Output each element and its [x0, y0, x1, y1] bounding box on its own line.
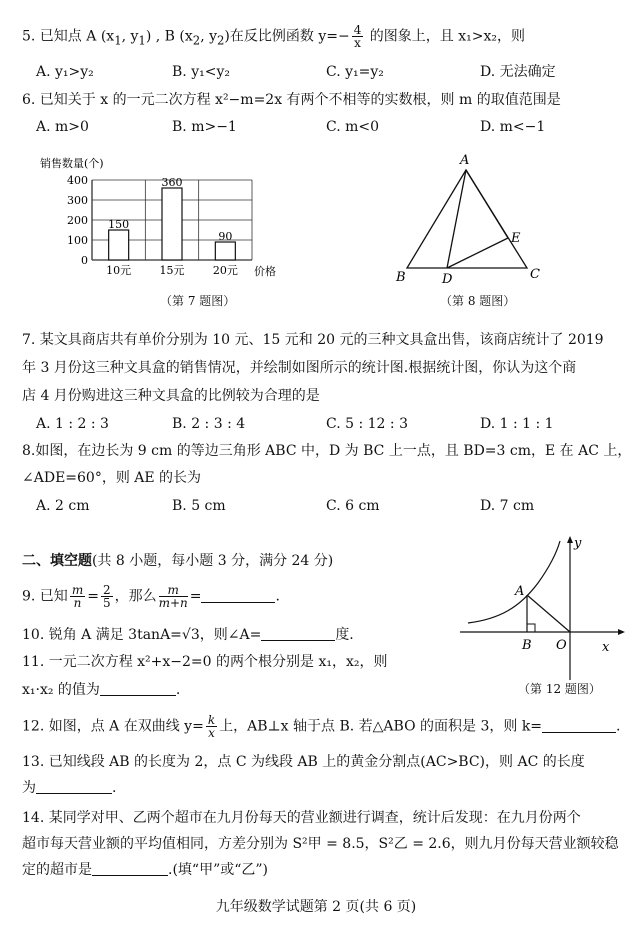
q5-option-d: D. 无法确定 [480, 64, 556, 80]
chart-xlabel: 价格 [254, 265, 276, 278]
fig12-hyperbola-diagram [460, 535, 630, 685]
label-a: A [460, 153, 470, 168]
q8-option-c: C. 6 cm [326, 498, 380, 514]
chart-ytick-0: 0 [81, 254, 88, 267]
q9-fraction-2-5 [101, 584, 113, 609]
triangle-abc [407, 170, 527, 268]
q5-fraction [352, 24, 364, 49]
chart-ylabel: 销售数量(个) [40, 157, 104, 170]
q7-line1: 7. 某文具商店共有单价分别为 10 元、15 元和 20 元的三种文具盒出售，该商店统计了 2019 [22, 332, 604, 348]
q8-line2: ∠ADE=60°，则 AE 的长为 [22, 470, 202, 486]
q10-text-b: 度. [335, 627, 354, 643]
q12-f-num: k [207, 713, 216, 727]
q9-f2-num: 2 [102, 583, 111, 597]
q12-text-c: . [616, 718, 621, 735]
chart-value-label-2: 90 [218, 230, 233, 243]
chart-bar-0 [109, 230, 129, 260]
q13-text-b: . [112, 780, 117, 796]
q14-line3 [22, 860, 268, 880]
label-b: B [396, 270, 406, 285]
q7-option-d: D. 1 : 1 : 1 [480, 416, 554, 432]
q6-stem: 6. 已知关于 x 的一元二次方程 x²−m=2x 有两个不相等的实数根，则 m 的取值范围是 [22, 92, 561, 108]
fig8-triangle-diagram [390, 150, 570, 290]
q13-line2 [22, 778, 116, 798]
q13-answer-blank[interactable] [36, 779, 112, 794]
q12-text-a: 12. 如图，点 A 在双曲线 y= [22, 718, 204, 735]
q11-text-b: . [175, 682, 181, 698]
q9-f1-den: n [73, 596, 82, 610]
y-axis-arrow [567, 536, 573, 543]
segment-de [447, 238, 508, 268]
fig12-label-x: x [602, 640, 610, 655]
fig12-label-b: B [522, 638, 532, 653]
q6-option-c: C. m<0 [326, 119, 380, 135]
q6-option-d: D. m<−1 [480, 119, 546, 135]
q9-f3-den: m+n [158, 596, 188, 610]
segment-ae [466, 170, 508, 238]
q7-option-b: B. 2 : 3 : 4 [172, 416, 246, 432]
q5-text-d: , y [200, 28, 217, 45]
fig12-label-y: y [574, 536, 582, 551]
q12-f-den: x [208, 726, 215, 740]
q11-answer-blank[interactable] [100, 681, 176, 696]
q9-text-b: = [87, 588, 99, 605]
q8-option-d: D. 7 cm [480, 498, 535, 514]
section2-desc: (共 8 小题，每小题 3 分，满分 24 分) [92, 553, 334, 569]
chart-ytick-300: 300 [67, 194, 88, 207]
fig12-caption: （第 12 题图） [518, 682, 601, 696]
q5-text-a: 5. 已知点 A (x [22, 28, 115, 45]
fig7-caption: （第 7 题图） [160, 294, 236, 308]
q7-option-a: A. 1 : 2 : 3 [36, 416, 109, 432]
q9-fraction-m-n [70, 584, 85, 609]
q11-line1: 11. 一元二次方程 x²+x−2=0 的两个根分别是 x₁，x₂，则 [22, 654, 388, 670]
q9-answer-blank[interactable] [201, 588, 275, 603]
fig12-label-a: A [515, 584, 525, 599]
chart-value-label-0: 150 [108, 218, 130, 231]
q12-stem [22, 714, 621, 739]
segment-ao [527, 595, 570, 632]
label-e: E [511, 231, 521, 246]
q7-line3: 店 4 月份购进这三种文具盒的比例较为合理的是 [22, 388, 320, 404]
q5-text-c: ) , B (x [145, 28, 193, 45]
chart-ytick-100: 100 [67, 234, 88, 247]
q9-text-e: . [275, 588, 280, 605]
q5-stem [22, 24, 525, 50]
q9-text-c: ，那么 [114, 588, 157, 605]
q9-stem [22, 584, 280, 609]
q5-frac-num: 4 [353, 23, 362, 37]
q7-line2: 年 3 月份这三种文具盒的销售情况，并绘制如图所示的统计图.根据统计图，你认为这个商 [22, 360, 577, 376]
hyperbola-curve [468, 541, 560, 623]
fig7-bar-chart [40, 155, 340, 285]
q10-stem [22, 625, 354, 645]
q11-text-a: x₁·x₂ 的值为 [22, 682, 100, 698]
chart-ytick-400: 400 [67, 174, 88, 187]
q12-answer-blank[interactable] [542, 718, 616, 733]
q12-text-b: 上，AB⊥x 轴于点 B. 若△ABO 的面积是 3，则 k= [219, 718, 543, 735]
x-axis-arrow [618, 629, 625, 635]
q5-text-f: 的图象上，且 x₁>x₂，则 [365, 28, 526, 45]
q10-text-a: 10. 锐角 A 满足 3tanA=√3，则∠A= [22, 627, 262, 643]
q14-answer-blank[interactable] [92, 861, 168, 876]
q14-line1: 14. 某同学对甲、乙两个超市在九月份每天的营业额进行调查，统计后发现：在九月份两个 [22, 810, 581, 826]
q5-sub2: 1 [138, 33, 146, 48]
q7-option-c: C. 5 : 12 : 3 [326, 416, 408, 432]
q8-line1: 8.如图，在边长为 9 cm 的等边三角形 ABC 中，D 为 BC 上一点，且 BD=3 cm，E 在 AC 上， [22, 443, 632, 459]
q13-text-a: 为 [22, 780, 36, 796]
chart-category-label-0: 10元 [106, 264, 132, 277]
q5-option-c: C. y₁=y₂ [326, 64, 384, 80]
q12-fraction-k-x [206, 714, 217, 739]
q11-line2 [22, 680, 180, 700]
right-angle-mark [527, 624, 535, 632]
chart-value-label-1: 360 [161, 176, 183, 189]
page-footer: 九年级数学试题第 2 页(共 6 页) [215, 899, 417, 915]
chart-bar-2 [215, 242, 235, 260]
q8-option-a: A. 2 cm [36, 498, 90, 514]
q14-text-b: .(填“甲”或“乙”) [168, 862, 269, 878]
q5-sub3: 2 [192, 33, 201, 48]
q9-f3-num: m [159, 584, 188, 597]
label-d: D [442, 272, 453, 287]
label-c: C [530, 267, 540, 282]
fig8-caption: （第 8 题图） [440, 294, 516, 308]
q8-option-b: B. 5 cm [172, 498, 226, 514]
q9-text-a: 9. 已知 [22, 588, 68, 605]
chart-bar-1 [162, 188, 182, 260]
q5-text-e: )在反比例函数 y=− [224, 28, 350, 45]
q14-line2: 超市每天营业额的平均值相同，方差分别为 S²甲 = 8.5，S²乙 = 2.6，则九月份每天营业额较稳 [22, 836, 619, 852]
q14-text-a: 定的超市是 [22, 862, 92, 878]
chart-ytick-200: 200 [67, 214, 88, 227]
q5-sub1: 1 [114, 33, 122, 48]
q5-text-b: , y [121, 28, 139, 45]
q13-line1: 13. 已知线段 AB 的长度为 2，点 C 为线段 AB 上的黄金分割点(AC>BC)，则 AC 的长度 [22, 754, 585, 770]
q9-fraction-m-mn [159, 584, 188, 609]
q9-f2-den: 5 [102, 596, 111, 610]
q6-option-b: B. m>−1 [172, 119, 237, 135]
section2-title: 二、填空题 [22, 553, 92, 569]
q10-answer-blank[interactable] [261, 626, 335, 641]
q6-option-a: A. m>0 [36, 119, 89, 135]
q5-option-b: B. y₁<y₂ [172, 64, 230, 80]
section2-heading [22, 551, 333, 571]
q5-sub4: 2 [217, 33, 225, 48]
q5-option-a: A. y₁>y₂ [36, 64, 94, 80]
chart-category-label-1: 15元 [159, 264, 185, 277]
q5-frac-den: x [354, 36, 361, 50]
q9-text-d: = [189, 588, 202, 605]
chart-category-label-2: 20元 [212, 264, 238, 277]
fig12-label-o: O [556, 638, 567, 653]
q9-f1-num: m [71, 583, 84, 597]
